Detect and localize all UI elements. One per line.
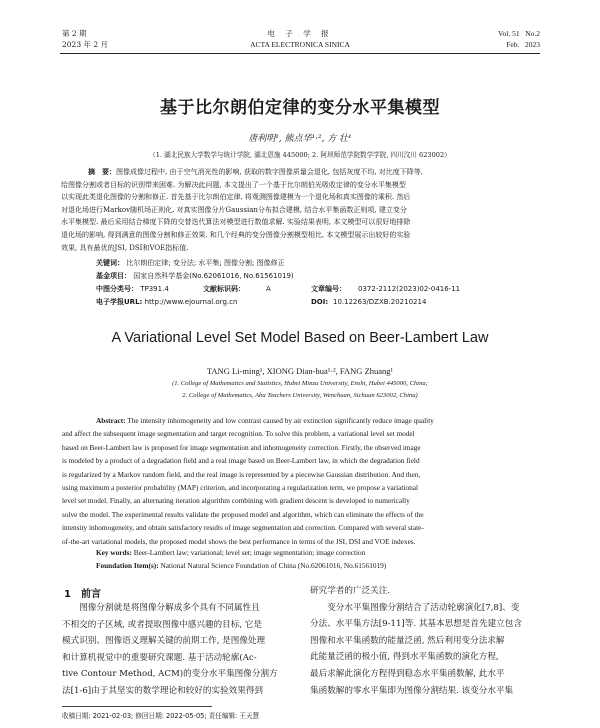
abstract-en-line: is modeled by a product of a degradation field and a real image based on Beer-Lambert law, in which the degradation field <box>62 456 420 466</box>
keywords-cn <box>96 257 285 269</box>
affiliation-en: (1. College of Mathematics and Statistics, Hubei Minzu University, Enshi, Hubei 445000, China; <box>172 380 428 387</box>
authors-cn: 唐利明¹, 熊点华¹·², 方 壮¹ <box>248 134 352 144</box>
doi-label: DOI: <box>311 298 329 306</box>
title-en: A Variational Level Set Model Based on Beer-Lambert Law <box>111 330 489 346</box>
abstract-en-line: level set model. Finally, an alternating iteration algorithm combining with gradient descent is developed to numerically <box>62 496 410 506</box>
url-line <box>96 296 540 308</box>
header-journal-cn: 电 子 学 报 <box>267 29 333 38</box>
fund-en <box>96 561 386 570</box>
body-right-column <box>310 583 540 699</box>
header-issue: 第 2 期 <box>62 29 87 38</box>
abstract-en-line: using maximum a posterior probability (MAP) criterion, and incorporating a regularization term, we propose a variational <box>62 483 419 493</box>
doc-label: 文献标识码： <box>203 285 245 293</box>
abstract-cn-line: 给图像分割或者目标的识别带来困难. 为解决此问题, 本文提出了一个基于比尔朗伯光吸收定律的变分水平集模型 <box>61 180 406 189</box>
doi-value: 10.12263/DZXB.20210214 <box>333 298 427 306</box>
abstract-en-line: The intensity inhomogeneity and low contrast caused by air extinction significantly reduce image quality <box>127 416 434 425</box>
affiliation-en: 2. College of Mathematics, Aba Teachers University, Wenchuan, Sichuan 623002, China) <box>182 392 418 399</box>
body-line: 研究学者的广泛关注. <box>310 586 391 596</box>
abstract-en-label: Abstract: <box>96 416 126 425</box>
header-date-cn: 2023 年 2 月 <box>62 40 109 49</box>
header-journal-en: ACTA ELECTRONICA SINICA <box>250 40 350 49</box>
abstract-cn-line: 效果, 具有最优的JSI, DSI和VOE指标值. <box>61 243 189 252</box>
body-line: 变分水平集图像分割结合了活动轮廓演化[7,8]、变 <box>310 602 520 613</box>
fund-cn <box>96 270 294 282</box>
body-left-column <box>62 600 292 700</box>
abstract-en-line: of-the-art variational models, the proposed model shows the best performance in terms of the JSI, DSI and VOE indexes. <box>62 536 416 546</box>
keywords-cn-text: 比尔朗伯定律; 变分法; 水平集; 图像分割; 图像修正 <box>126 259 285 267</box>
abstract-en <box>62 414 538 548</box>
body-line: 模式识别、图像语义理解关键的前期工作, 是图像处理 <box>62 636 266 647</box>
article-value: 0372-2112(2023)02-0416-11 <box>358 285 461 293</box>
body-line: 图像分割就是将图像分解成多个具有不同属性且 <box>62 603 260 613</box>
title-cn: 基于比尔朗伯定律的变分水平集模型 <box>160 98 440 118</box>
body-line: 集函数解的零水平集即为图像分割结果. 该变分水平集 <box>310 685 514 696</box>
header-volume: Vol. 51 No.2 <box>498 29 540 38</box>
header-rule <box>60 53 540 54</box>
url-value: http://www.ejournal.org.cn <box>144 298 238 306</box>
abstract-en-line: and affect the subsequent image segmentation and target recognition. To solve this problem, a variational level set model <box>62 429 415 439</box>
clc-line <box>96 283 540 295</box>
doc-value: A <box>266 285 271 293</box>
abstract-cn-line: 以实现此类退化图像的分割和修正. 首先基于比尔朗伯定律, 将观测图像建模为一个退化场和真实图像的乘积. 然后 <box>61 193 411 202</box>
body-line: 最后求解此演化方程得到稳态水平集函数解, 此水平 <box>310 668 505 679</box>
keywords-en-text: Beer-Lambert law; variational; level set; image segmentation; image correction <box>133 548 366 557</box>
footnote: 收稿日期: 2021-02-03; 修回日期: 2022-05-05; 责任编辑: 王天慧 <box>62 712 260 720</box>
affiliations-cn: （1. 湖北民族大学数学与统计学院, 湖北恩施 445000; 2. 阿坝师范学院数学学院, 四川汶川 623002） <box>149 151 451 159</box>
abstract-en-line: based on Beer-Lambert law is proposed for image segmentation and inhomogeneity correction. Firstly, the observed image <box>62 442 421 452</box>
clc-value: TP391.4 <box>140 285 169 293</box>
fund-cn-text: 国家自然科学基金(No.62061016, No.61561019) <box>133 272 294 280</box>
authors-en: TANG Li-ming¹, XIONG Dian-hua¹·², FANG Zhuang¹ <box>206 366 394 376</box>
abstract-en-line: solve the model. The experimental results validate the proposed model and algorithm, which can eliminate the effects of the <box>62 509 424 519</box>
fund-en-label: Foundation Item(s): <box>96 561 159 570</box>
body-line: 不相交的子区域, 或者提取图像中感兴趣的目标, 它是 <box>62 619 262 630</box>
fund-cn-label: 基金项目： <box>96 272 131 280</box>
body-line: 分法、水平集方法[9-11]等. 其基本思想是首先建立包含 <box>310 619 522 630</box>
body-line: 图像和水平集函数的能量泛函, 然后利用变分法求解 <box>310 635 505 646</box>
section-heading: 1 前言 <box>64 589 101 600</box>
body-line: tive Contour Method, ACM)的变分水平集图像分割方 <box>62 669 278 680</box>
abstract-cn-line: 退化场的影响, 得到满意的图像分割和修正效果. 和几个经典的变分图像分割模型相比, 本文模型展示出较好的实验 <box>61 230 411 239</box>
fund-en-text: National Natural Science Foundation of China (No.62061016, No.61561019) <box>160 561 387 570</box>
clc-label: 中图分类号： <box>96 285 138 293</box>
body-line: 和计算机视觉中的重要研究课题. 基于活动轮廓(Ac- <box>62 652 257 663</box>
abstract-cn-line: 水平集模型. 最后采用结合梯度下降的交替迭代算法对模型进行数值求解. 实验结果表明, 本文模型可以很好地排除 <box>61 218 411 227</box>
abstract-cn-line: 图像成像过程中, 由于空气消光性的影响, 获取的数字图像质量会退化, 包括灰度不均, 对比度下降等, <box>116 168 424 176</box>
body-line: 法[1-6]由于其坚实的数学理论和较好的实验效果得到 <box>62 685 264 696</box>
keywords-en-label: Key words: <box>96 548 132 557</box>
header-date-en: Feb. 2023 <box>506 40 540 49</box>
url-label: 电子学报URL: <box>96 298 143 306</box>
footnote-rule <box>62 706 212 707</box>
body-line: 此能量泛函的极小值, 得到水平集函数的演化方程, <box>310 652 499 663</box>
abstract-cn <box>61 166 540 254</box>
abstract-cn-line: 对退化场进行Markov随机场正则化, 对真实图像分片Gaussian分布拟合建模, 结合水平集函数正则项, 建立变分 <box>61 205 407 214</box>
keywords-en <box>96 548 365 557</box>
keywords-cn-label: 关键词： <box>96 259 124 267</box>
article-label: 文章编号： <box>311 285 346 293</box>
abstract-en-line: intensity inhomogeneity, and obtain satisfactory results of image segmentation and correction. Compared with several state- <box>62 523 424 533</box>
abstract-cn-label: 摘 要： <box>88 168 116 176</box>
abstract-en-line: is regularized by a Markov random field, and the real image is represented by a piecewise Gaussian distribution. And then, <box>62 469 421 479</box>
